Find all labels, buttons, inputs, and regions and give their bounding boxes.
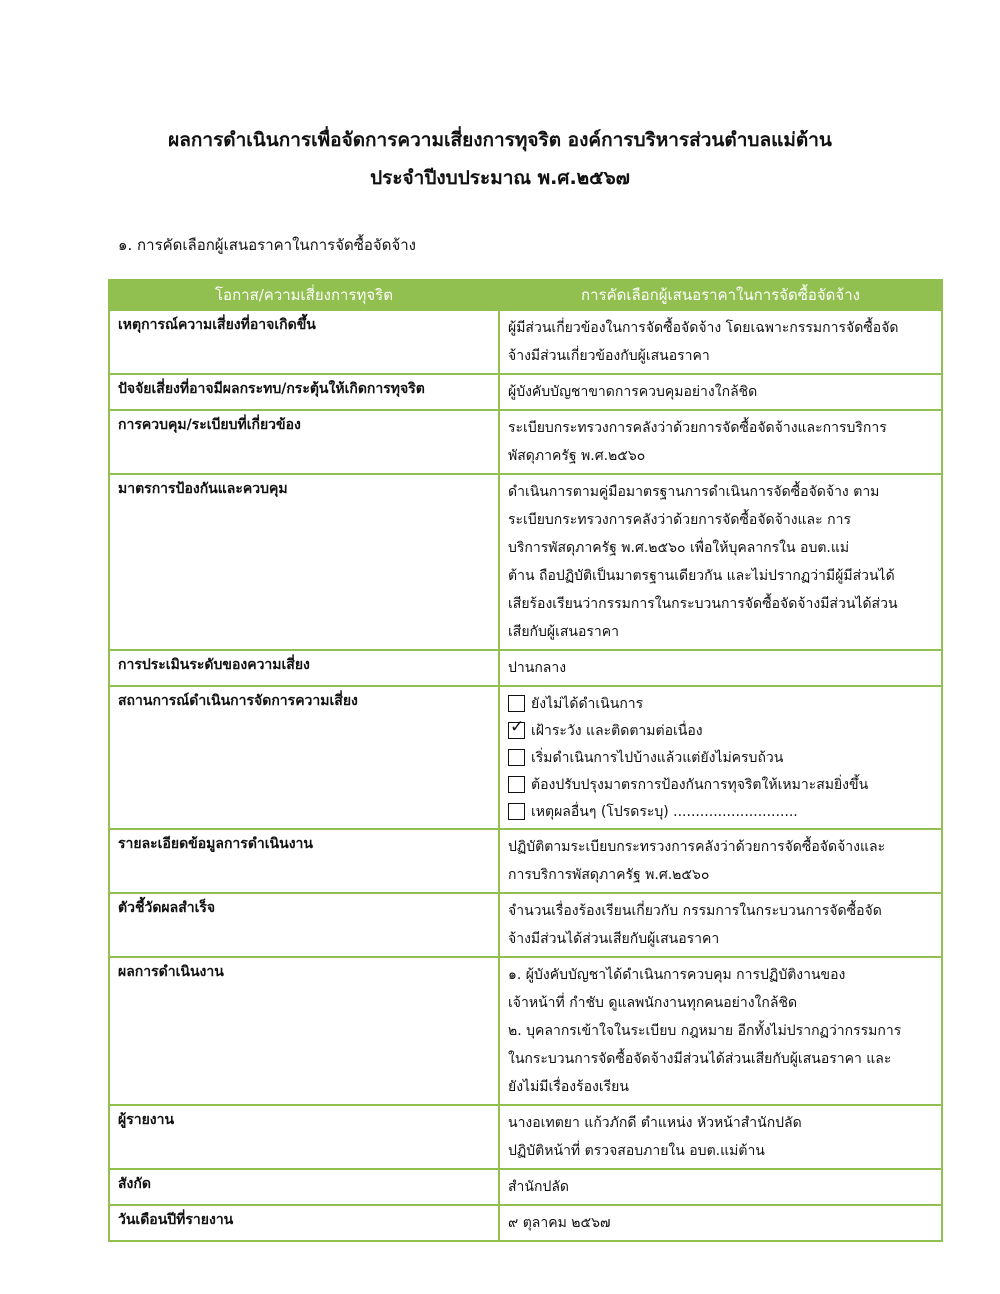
header-topic: การคัดเลือกผู้เสนอราคาในการจัดซื้อจัดจ้าง (499, 280, 942, 310)
row-label: มาตรการป้องกันและควบคุม (109, 474, 499, 650)
row-status (109, 686, 942, 829)
row-label: วันเดือนปีที่รายงาน (109, 1205, 499, 1241)
row-label: สังกัด (109, 1169, 499, 1205)
document-title: ผลการดำเนินการเพื่อจัดการความเสี่ยงการทุจริต องค์การบริหารส่วนตำบลแม่ต้าน (168, 129, 832, 151)
section-heading: ๑. การคัดเลือกผู้เสนอราคาในการจัดซื้อจัดจ้าง (118, 236, 417, 254)
status-option (508, 717, 933, 744)
row-risk-factor (109, 374, 942, 410)
row-value: ดำเนินการตามคู่มือมาตรฐานการดำเนินการจัดซื้อจัดจ้าง ตาม ระเบียบกระทรวงการคลังว่าด้วยการจัดซื้อจัดจ้างและ การ บริการพัสดุภาครัฐ พ.ศ.๒๕๖๐ เพื่อให้บุคลากรใน อบต.แม่ ต้าน ถือปฏิบัติเป็นมาตรฐานเดียวกัน และไม่ปรากฏว่ามีผู้มีส่วนได้ เสียร้องเรียนว่ากรรมการในกระบวนการจัดซื้อจัดจ้างมีส่วนได้ส่วน เสียกับผู้เสนอราคา (499, 474, 942, 650)
row-operation-result (109, 957, 942, 1105)
document-subtitle: ประจำปีงบประมาณ พ.ศ.๒๕๖๗ (370, 167, 630, 189)
row-label: ผลการดำเนินงาน (109, 957, 499, 1105)
row-report-date (109, 1205, 942, 1241)
status-option-label: เริ่มดำเนินการไปบ้างแล้วแต่ยังไม่ครบถ้วน (531, 749, 784, 766)
checkbox-icon[interactable] (508, 749, 525, 766)
row-label: ผู้รายงาน (109, 1105, 499, 1169)
checkbox-icon[interactable] (508, 803, 525, 820)
row-value: ๑. ผู้บังคับบัญชาได้ดำเนินการควบคุม การปฏิบัติงานของ เจ้าหน้าที่ กำชับ ดูแลพนักงานทุกคนอย่างใกล้ชิด ๒. บุคลากรเข้าใจในระเบียบ กฎหมาย อีกทั้งไม่ปรากฏว่ากรรมการ ในกระบวนการจัดซื้อจัดจ้างมีส่วนได้ส่วนเสียกับผู้เสนอราคา และ ยังไม่มีเรื่องร้องเรียน (499, 957, 942, 1105)
row-control-regulation (109, 410, 942, 474)
row-value: สำนักปลัด (499, 1169, 942, 1205)
row-risk-event (109, 310, 942, 374)
checkbox-checked-icon[interactable] (508, 722, 525, 739)
row-value: ผู้มีส่วนเกี่ยวข้องในการจัดซื้อจัดจ้าง โดยเฉพาะกรรมการจัดซื้อจัด จ้างมีส่วนเกี่ยวข้องกับผู้เสนอราคา (499, 310, 942, 374)
row-value: ปฏิบัติตามระเบียบกระทรวงการคลังว่าด้วยการจัดซื้อจัดจ้างและ การบริการพัสดุภาครัฐ พ.ศ.๒๕๖๐ (499, 829, 942, 893)
checkbox-icon[interactable] (508, 776, 525, 793)
status-option (508, 771, 933, 798)
row-label: รายละเอียดข้อมูลการดำเนินงาน (109, 829, 499, 893)
row-value: นางอเทตยา แก้วภักดี ตำแหน่ง หัวหน้าสำนักปลัด ปฏิบัติหน้าที่ ตรวจสอบภายใน อบต.แม่ต้าน (499, 1105, 942, 1169)
status-option (508, 690, 933, 717)
risk-table (108, 279, 943, 1242)
row-value: ผู้บังคับบัญชาขาดการควบคุมอย่างใกล้ชิด (499, 374, 942, 410)
row-value: ๙ ตุลาคม ๒๕๖๗ (499, 1205, 942, 1241)
row-label: การประเมินระดับของความเสี่ยง (109, 650, 499, 686)
row-value: ปานกลาง (499, 650, 942, 686)
row-label: สถานการณ์ดำเนินการจัดการความเสี่ยง (109, 686, 499, 829)
status-option (508, 744, 933, 771)
row-label: ตัวชี้วัดผลสำเร็จ (109, 893, 499, 957)
status-option-label: ยังไม่ได้ดำเนินการ (531, 695, 644, 712)
row-prevention-measures (109, 474, 942, 650)
status-options (499, 686, 942, 829)
checkbox-icon[interactable] (508, 695, 525, 712)
row-label: เหตุการณ์ความเสี่ยงที่อาจเกิดขึ้น (109, 310, 499, 374)
row-label: ปัจจัยเสี่ยงที่อาจมีผลกระทบ/กระตุ้นให้เกิดการทุจริต (109, 374, 499, 410)
row-affiliation (109, 1169, 942, 1205)
row-value: จำนวนเรื่องร้องเรียนเกี่ยวกับ กรรมการในกระบวนการจัดซื้อจัด จ้างมีส่วนได้ส่วนเสียกับผู้เสนอราคา (499, 893, 942, 957)
status-option (508, 798, 933, 825)
row-label: การควบคุม/ระเบียบที่เกี่ยวข้อง (109, 410, 499, 474)
row-risk-assessment (109, 650, 942, 686)
table-header-row (109, 280, 942, 310)
row-reporter (109, 1105, 942, 1169)
header-risk-opportunity: โอกาส/ความเสี่ยงการทุจริต (109, 280, 499, 310)
row-operation-details (109, 829, 942, 893)
row-success-indicator (109, 893, 942, 957)
status-option-label: เหตุผลอื่นๆ (โปรดระบุ) ............................ (531, 803, 798, 820)
status-option-label: เฝ้าระวัง และติดตามต่อเนื่อง (531, 722, 703, 739)
status-option-label: ต้องปรับปรุงมาตรการป้องกันการทุจริตให้เหมาะสมยิ่งขึ้น (531, 776, 869, 793)
row-value: ระเบียบกระทรวงการคลังว่าด้วยการจัดซื้อจัดจ้างและการบริการ พัสดุภาครัฐ พ.ศ.๒๕๖๐ (499, 410, 942, 474)
